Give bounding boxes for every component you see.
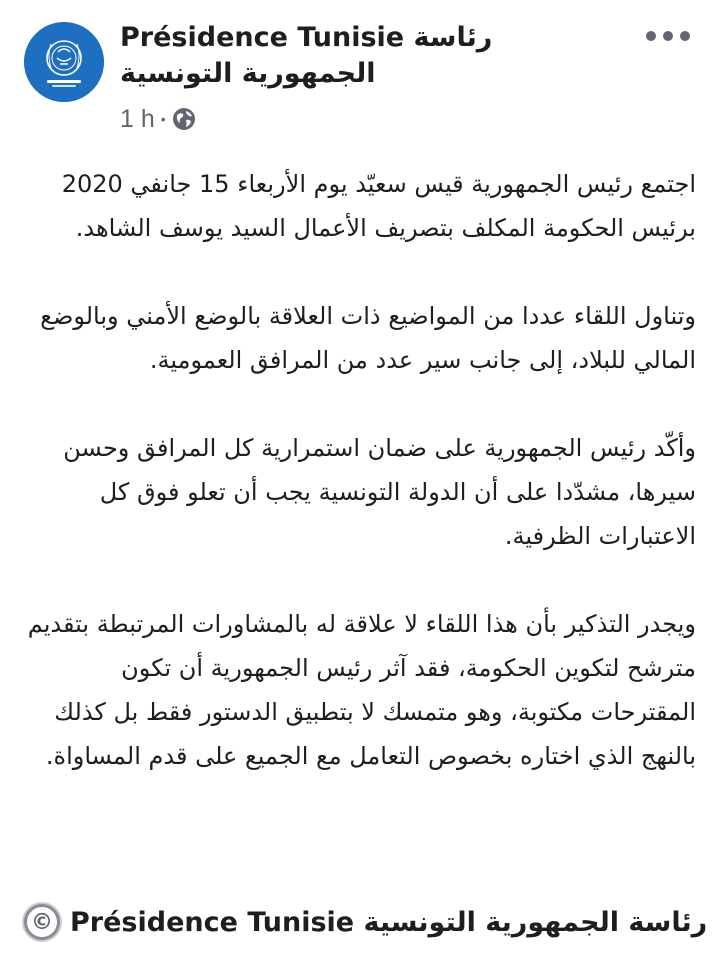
post-paragraph: وأكّد رئيس الجمهورية على ضمان استمرارية كل المرافق وحسن سيرها، مشدّدا على أن الدولة التونسية يجب أن تعلو فوق كل الاعتبارات الظرفية. <box>63 434 696 550</box>
globe-icon <box>172 107 196 131</box>
presidency-emblem-icon <box>24 22 104 102</box>
post-timestamp[interactable]: 1 h <box>120 104 155 133</box>
more-dot <box>646 31 656 41</box>
page-name-text[interactable]: Présidence Tunisie رئاسة الجمهورية التونسية <box>120 22 493 89</box>
post-paragraph: وتناول اللقاء عددا من المواضيع ذات العلاقة بالوضع الأمني وبالوضع المالي للبلاد، إلى جانب سير عدد من المرافق العمومية. <box>40 302 696 374</box>
more-dot <box>663 31 673 41</box>
watermark-text: Présidence Tunisie رئاسة الجمهورية التونسية <box>70 906 708 938</box>
page-avatar[interactable] <box>24 22 104 102</box>
post-meta <box>120 102 196 136</box>
more-dot <box>680 31 690 41</box>
post-paragraph: ويجدر التذكير بأن هذا اللقاء لا علاقة له بالمشاورات المرتبطة بتقديم مترشح لتكوين الحكومة، فقد آثر رئيس الجمهورية أن تكون المقترحات مكتوبة، وهو متمسك لا بتطبيق الدستور فقط بل كذلك بالنهج الذي اختاره بخصوص التعامل مع الجميع على قدم المساواة. <box>27 610 696 770</box>
post-body <box>22 162 696 778</box>
more-options-icon[interactable] <box>646 22 690 50</box>
watermark <box>24 900 707 944</box>
meta-separator: • <box>160 111 166 127</box>
page-name[interactable] <box>120 20 600 92</box>
copyright-icon: © <box>24 904 60 940</box>
post-paragraph: اجتمع رئيس الجمهورية قيس سعيّد يوم الأربعاء 15 جانفي 2020 برئيس الحكومة المكلف بتصريف الأعمال السيد يوسف الشاهد. <box>61 170 696 242</box>
